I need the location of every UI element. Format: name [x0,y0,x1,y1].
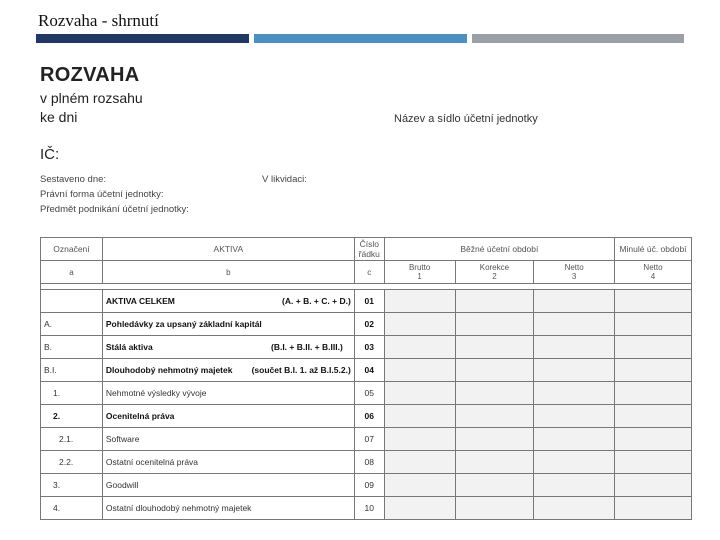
table-row [41,428,692,451]
row-code: A. [41,313,103,336]
header-b: b [102,261,354,284]
balance-sheet-form [40,62,692,522]
header-line-no: Číslo řádku [354,238,384,261]
unit-name-label: Název a sídlo účetní jednotky [394,113,538,125]
row-code [41,290,103,313]
row-code: 1. [41,382,103,405]
row-label: Ostatní ocenitelná práva [102,451,354,474]
row-line: 03 [354,336,384,359]
row-label: Pohledávky za upsaný základní kapitál [102,313,354,336]
header-a: a [41,261,103,284]
row-label: Ocenitelná práva [102,405,354,428]
header-netto: Netto 3 [534,261,615,284]
table-row [41,405,692,428]
title-bar-grey [472,34,684,43]
header-assets: AKTIVA [102,238,354,261]
header-korekce: Korekce 2 [455,261,534,284]
row-code: 2.1. [41,428,103,451]
header-c: c [354,261,384,284]
header-netto-prior: Netto 4 [614,261,691,284]
row-line: 09 [354,474,384,497]
form-subtitle-date: ke dni [40,109,78,125]
table-row [41,474,692,497]
table-row [41,497,692,520]
table-row [41,451,692,474]
row-label: Goodwill [102,474,354,497]
row-line: 02 [354,313,384,336]
header-brutto: Brutto 1 [384,261,455,284]
row-code: 2. [41,405,103,428]
table-row [41,313,692,336]
ico-label: IČ: [40,146,60,163]
row-line: 05 [354,382,384,405]
header-designation: Označení [41,238,103,261]
table-row [41,290,692,313]
row-code: 2.2. [41,451,103,474]
row-line: 07 [354,428,384,451]
row-code: 3. [41,474,103,497]
header-current-period: Běžné účetní období [384,238,614,261]
row-label: AKTIVA CELKEM (A. + B. + C. + D.) [102,290,354,313]
business-label: Předmět podnikání účetní jednotky: [40,204,189,215]
table-row [41,336,692,359]
table-row [41,359,692,382]
header-prior-period: Minulé úč. období [614,238,691,261]
row-line: 04 [354,359,384,382]
row-label: Software [102,428,354,451]
row-line: 10 [354,497,384,520]
row-label: Ostatní dlouhodobý nehmotný majetek [102,497,354,520]
title-bar-blue [254,34,467,43]
row-line: 08 [354,451,384,474]
row-line: 06 [354,405,384,428]
row-code: B.I. [41,359,103,382]
table-row [41,382,692,405]
legal-form-label: Právní forma účetní jednotky: [40,189,164,200]
row-line: 01 [354,290,384,313]
row-label: Nehmotné výsledky vývoje [102,382,354,405]
table-header-row [41,238,692,261]
assets-table [40,237,692,520]
row-code: B. [41,336,103,359]
compiled-label: Sestaveno dne: [40,174,107,185]
row-code: 4. [41,497,103,520]
row-label: Stálá aktiva (B.I. + B.II. + B.III.) [102,336,354,359]
form-subtitle-scope: v plném rozsahu [40,90,143,106]
liquidation-label: V likvidaci: [262,174,307,185]
table-subheader-row [41,261,692,284]
form-heading: ROZVAHA [40,64,140,86]
slide-title: Rozvaha - shrnutí [38,11,159,30]
title-bar-dark [36,34,249,43]
row-label: Dlouhodobý nehmotný majetek (součet B.I. 1. až B.I.5.2.) [102,359,354,382]
